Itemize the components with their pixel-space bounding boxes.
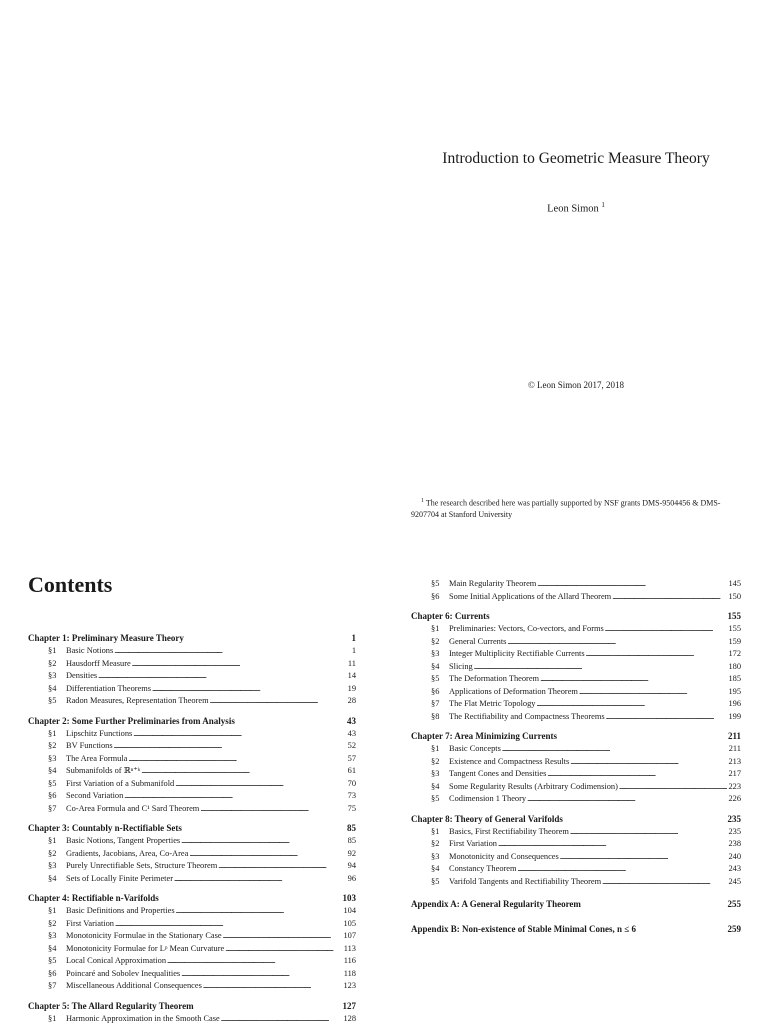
toc-section-entry [28,765,356,778]
section-page-number: 128 [343,1013,356,1025]
toc-section-entry [411,793,741,806]
section-number: §3 [431,648,449,661]
section-title: Monotonicity Formulae in the Stationary Case [66,930,222,943]
toc-section-entry [411,648,741,661]
toc-chapter [28,632,356,708]
section-title: First Variation [66,918,114,931]
toc-section-entry [28,848,356,861]
section-title: Some Regularity Results (Arbitrary Codimension) [449,781,618,794]
toc-section-entry [411,768,741,781]
chapter-heading [28,892,356,905]
section-page-number: 211 [729,743,741,756]
section-page-number: 226 [728,793,741,806]
section-title: Sets of Locally Finite Perimeter [66,873,173,886]
section-title: Co-Area Formula and C¹ Sard Theorem [66,803,199,816]
section-page-number: 104 [343,905,356,918]
toc-left-column [28,632,356,1025]
leader-dots [570,756,727,769]
section-page-number: 195 [728,686,741,699]
toc-section-entry [411,673,741,686]
section-title: Applications of Deformation Theorem [449,686,578,699]
section-number: §3 [431,768,449,781]
section-number: §2 [431,636,449,649]
section-number: §5 [431,673,449,686]
leader-dots [133,728,346,741]
chapter-heading [28,632,356,645]
leader-dots [560,851,728,864]
section-number: §1 [48,728,66,741]
chapter-page-number: 103 [343,892,357,905]
section-number: §1 [48,645,66,658]
section-page-number: 243 [728,863,741,876]
section-title: Lipschitz Functions [66,728,132,741]
section-number: §8 [431,711,449,724]
section-page-number: 196 [728,698,741,711]
section-page-number: 57 [348,753,356,766]
section-title: Existence and Compactness Results [449,756,569,769]
section-title: Basic Definitions and Properties [66,905,175,918]
section-number: §4 [431,863,449,876]
leader-dots [605,623,728,636]
section-title: The Deformation Theorem [449,673,539,686]
toc-section-entry [411,623,741,636]
leader-dots [579,686,728,699]
section-page-number: 180 [728,661,741,674]
section-number: §5 [48,695,66,708]
toc-section-entry [28,835,356,848]
leader-dots [537,578,727,591]
section-page-number: 70 [348,778,356,791]
section-number: §3 [48,930,66,943]
section-number: §5 [431,793,449,806]
section-title: Second Variation [66,790,123,803]
leader-dots [612,591,727,604]
toc-chapter [28,1000,356,1025]
toc-section-entry [28,670,356,683]
leader-dots [210,695,347,708]
funding-footnote [411,496,741,520]
leader-dots [527,793,727,806]
section-page-number: 240 [728,851,741,864]
leader-dots [474,661,728,674]
toc-section-entry [411,578,741,591]
section-page-number: 172 [728,648,741,661]
chapter-title: Chapter 1: Preliminary Measure Theory [28,632,184,645]
section-title: The Rectifiability and Compactness Theorems [449,711,605,724]
section-page-number: 94 [348,860,356,873]
section-page-number: 61 [348,765,356,778]
section-number: §3 [48,670,66,683]
toc-section-entry [411,636,741,649]
toc-chapter [411,610,741,723]
author-name [384,201,768,215]
toc-section-entry [411,851,741,864]
section-page-number: 43 [348,728,356,741]
section-title: Miscellaneous Additional Consequences [66,980,202,993]
footnote-mark: 1 [421,498,424,504]
leader-dots [502,743,728,756]
chapter-title: Appendix A: A General Regularity Theorem [411,898,581,911]
leader-dots [570,826,728,839]
section-page-number: 52 [348,740,356,753]
section-page-number: 107 [343,930,356,943]
section-number: §2 [431,756,449,769]
toc-section-entry [28,753,356,766]
chapter-heading [411,813,741,826]
section-number: §4 [431,781,449,794]
chapter-page-number: 235 [728,813,742,826]
toc-section-entry [28,683,356,696]
toc-section-entry [411,743,741,756]
toc-section-entry [28,918,356,931]
section-title: Densities [66,670,97,683]
leader-dots [132,658,347,671]
chapter-page-number: 43 [347,715,356,728]
toc-section-entry [28,980,356,993]
section-title: Harmonic Approximation in the Smooth Case [66,1013,220,1025]
section-page-number: 96 [348,873,356,886]
section-title: First Variation of a Submanifold [66,778,174,791]
section-title: Differentiation Theorems [66,683,151,696]
chapter-page-number: 85 [347,822,356,835]
section-number: §2 [48,658,66,671]
toc-section-entry [28,943,356,956]
chapter-page-number: 255 [728,898,742,911]
chapter-heading [28,822,356,835]
section-page-number: 14 [348,670,356,683]
leader-dots [141,765,346,778]
section-number: §7 [431,698,449,711]
section-number: §4 [48,765,66,778]
leader-dots [200,803,346,816]
section-page-number: 235 [728,826,741,839]
section-number: §5 [431,876,449,889]
toc-section-entry [28,728,356,741]
section-number: §1 [48,905,66,918]
section-number: §3 [48,753,66,766]
leader-dots [189,848,346,861]
section-number: §6 [48,968,66,981]
leader-dots [124,790,346,803]
toc-section-entry [28,860,356,873]
section-number: §4 [48,873,66,886]
toc-chapter [28,715,356,816]
section-page-number: 75 [348,803,356,816]
leader-dots [167,955,343,968]
section-title: Tangent Cones and Densities [449,768,546,781]
section-page-number: 105 [343,918,356,931]
toc-section-entry [411,686,741,699]
toc-section-entry [411,826,741,839]
leader-dots [152,683,347,696]
chapter-heading [411,610,741,623]
section-title: Basic Concepts [449,743,501,756]
toc-chapter [28,892,356,993]
chapter-page-number: 155 [728,610,742,623]
leader-dots [218,860,346,873]
section-page-number: 223 [728,781,741,794]
section-title: The Area Formula [66,753,127,766]
contents-heading: Contents [28,572,112,598]
toc-chapter [28,822,356,885]
leader-dots [114,645,351,658]
section-page-number: 155 [728,623,741,636]
toc-section-entry [411,838,741,851]
leader-dots [221,1013,343,1025]
section-page-number: 145 [728,578,741,591]
section-page-number: 92 [348,848,356,861]
chapter-title: Chapter 2: Some Further Preliminaries from Analysis [28,715,235,728]
section-title: Codimension 1 Theory [449,793,526,806]
toc-section-entry [28,778,356,791]
toc-section-entry [28,873,356,886]
section-page-number: 11 [348,658,356,671]
leader-dots [586,648,728,661]
toc-chapter [411,813,741,889]
toc-section-entry [411,876,741,889]
section-page-number: 1 [352,645,356,658]
toc-section-entry [28,968,356,981]
toc-section-entry [28,645,356,658]
toc-section-entry [411,781,741,794]
section-title: BV Functions [66,740,113,753]
toc-section-entry [411,863,741,876]
chapter-title: Chapter 3: Countably n-Rectifiable Sets [28,822,182,835]
section-number: §7 [48,803,66,816]
section-title: Purely Unrectifiable Sets, Structure Theorem [66,860,217,873]
chapter-title: Chapter 5: The Allard Regularity Theorem [28,1000,194,1013]
toc-section-entry [28,955,356,968]
section-number: §5 [48,778,66,791]
toc-section-entry [28,695,356,708]
section-title: Constancy Theorem [449,863,517,876]
leader-dots [203,980,343,993]
section-title: Monotonicity Formulae for Lᵖ Mean Curvature [66,943,224,956]
section-page-number: 116 [344,955,356,968]
copyright-notice: © Leon Simon 2017, 2018 [384,380,768,390]
chapter-heading [28,1000,356,1013]
section-number: §1 [48,1013,66,1025]
section-title: Basics, First Rectifiability Theorem [449,826,569,839]
leader-dots [115,918,342,931]
section-title: Monotonicity and Consequences [449,851,559,864]
chapter-heading [411,730,741,743]
section-page-number: 238 [728,838,741,851]
author-text: Leon Simon [547,204,599,215]
section-title: Gradients, Jacobians, Area, Co-Area [66,848,188,861]
section-title: General Currents [449,636,506,649]
section-title: Poincaré and Sobolev Inequalities [66,968,180,981]
chapter-title: Chapter 4: Rectifiable n-Varifolds [28,892,159,905]
chapter-page-number: 259 [728,923,742,936]
section-title: Radon Measures, Representation Theorem [66,695,209,708]
section-page-number: 150 [728,591,741,604]
section-title: The Flat Metric Topology [449,698,536,711]
toc-chapter [411,730,741,806]
section-number: §4 [48,943,66,956]
leader-dots [174,873,347,886]
toc-chapter [411,923,741,936]
section-number: §3 [48,860,66,873]
leader-dots [223,930,343,943]
section-number: §2 [48,918,66,931]
leader-dots [225,943,343,956]
section-number: §2 [431,838,449,851]
toc-chapter [411,898,741,911]
toc-section-entry [28,740,356,753]
section-title: Local Conical Approximation [66,955,166,968]
toc-section-entry [28,905,356,918]
section-number: §3 [431,851,449,864]
section-number: §2 [48,848,66,861]
section-page-number: 73 [348,790,356,803]
toc-section-entry [411,698,741,711]
leader-dots [547,768,727,781]
chapter-page-number: 211 [728,730,741,743]
section-number: §5 [431,578,449,591]
leader-dots [176,905,343,918]
section-page-number: 19 [348,683,356,696]
author-footnote-mark: 1 [601,201,605,209]
section-number: §6 [48,790,66,803]
toc-section-entry [411,711,741,724]
section-number: §6 [431,686,449,699]
section-title: Preliminaries: Vectors, Co-vectors, and Forms [449,623,604,636]
chapter-page-number: 1 [352,632,357,645]
leader-dots [181,835,346,848]
toc-right-column [411,578,741,936]
section-page-number: 85 [348,835,356,848]
leader-dots [619,781,728,794]
toc-section-entry [411,591,741,604]
leader-dots [537,698,728,711]
leader-dots [507,636,727,649]
section-number: §1 [48,835,66,848]
leader-dots [181,968,343,981]
section-number: §1 [431,743,449,756]
section-number: §1 [431,623,449,636]
chapter-heading [28,715,356,728]
section-title: Main Regularity Theorem [449,578,536,591]
section-page-number: 199 [728,711,741,724]
section-number: §2 [48,740,66,753]
chapter-heading [411,923,741,936]
leader-dots [114,740,347,753]
chapter-page-number: 127 [343,1000,357,1013]
chapter-heading [411,898,741,911]
toc-section-entry [28,930,356,943]
chapter-title: Appendix B: Non-existence of Stable Minimal Cones, n ≤ 6 [411,923,636,936]
toc-section-entry [411,756,741,769]
section-number: §7 [48,980,66,993]
section-title: Basic Notions [66,645,113,658]
footnote-text: The research described here was partially supported by NSF grants DMS-9504456 & DMS-9207704 at Stanford University [411,499,720,519]
section-number: §4 [431,661,449,674]
section-page-number: 113 [344,943,356,956]
toc-section-entry [28,658,356,671]
section-title: Some Initial Applications of the Allard Theorem [449,591,611,604]
section-number: §1 [431,826,449,839]
section-title: Submanifolds of ℝⁿ⁺ᵏ [66,765,140,778]
section-page-number: 185 [728,673,741,686]
section-page-number: 217 [728,768,741,781]
section-page-number: 245 [728,876,741,889]
leader-dots [606,711,728,724]
leader-dots [175,778,346,791]
leader-dots [498,838,727,851]
chapter-title: Chapter 8: Theory of General Varifolds [411,813,563,826]
book-title: Introduction to Geometric Measure Theory [384,150,768,168]
section-title: Varifold Tangents and Rectifiability Theorem [449,876,601,889]
section-title: Basic Notions, Tangent Properties [66,835,180,848]
section-title: Integer Multiplicity Rectifiable Currents [449,648,585,661]
section-page-number: 118 [344,968,356,981]
section-number: §5 [48,955,66,968]
leader-dots [128,753,346,766]
toc-continued-sections [411,578,741,603]
leader-dots [518,863,728,876]
chapter-title: Chapter 6: Currents [411,610,490,623]
toc-section-entry [411,661,741,674]
leader-dots [602,876,727,889]
chapter-title: Chapter 7: Area Minimizing Currents [411,730,557,743]
section-title: Hausdorff Measure [66,658,131,671]
toc-section-entry [28,1013,356,1025]
section-page-number: 123 [343,980,356,993]
section-title: First Variation [449,838,497,851]
toc-section-entry [28,803,356,816]
toc-section-entry [28,790,356,803]
leader-dots [98,670,346,683]
section-title: Slicing [449,661,473,674]
section-page-number: 28 [348,695,356,708]
leader-dots [540,673,727,686]
section-page-number: 159 [728,636,741,649]
section-number: §6 [431,591,449,604]
section-number: §4 [48,683,66,696]
section-page-number: 213 [728,756,741,769]
